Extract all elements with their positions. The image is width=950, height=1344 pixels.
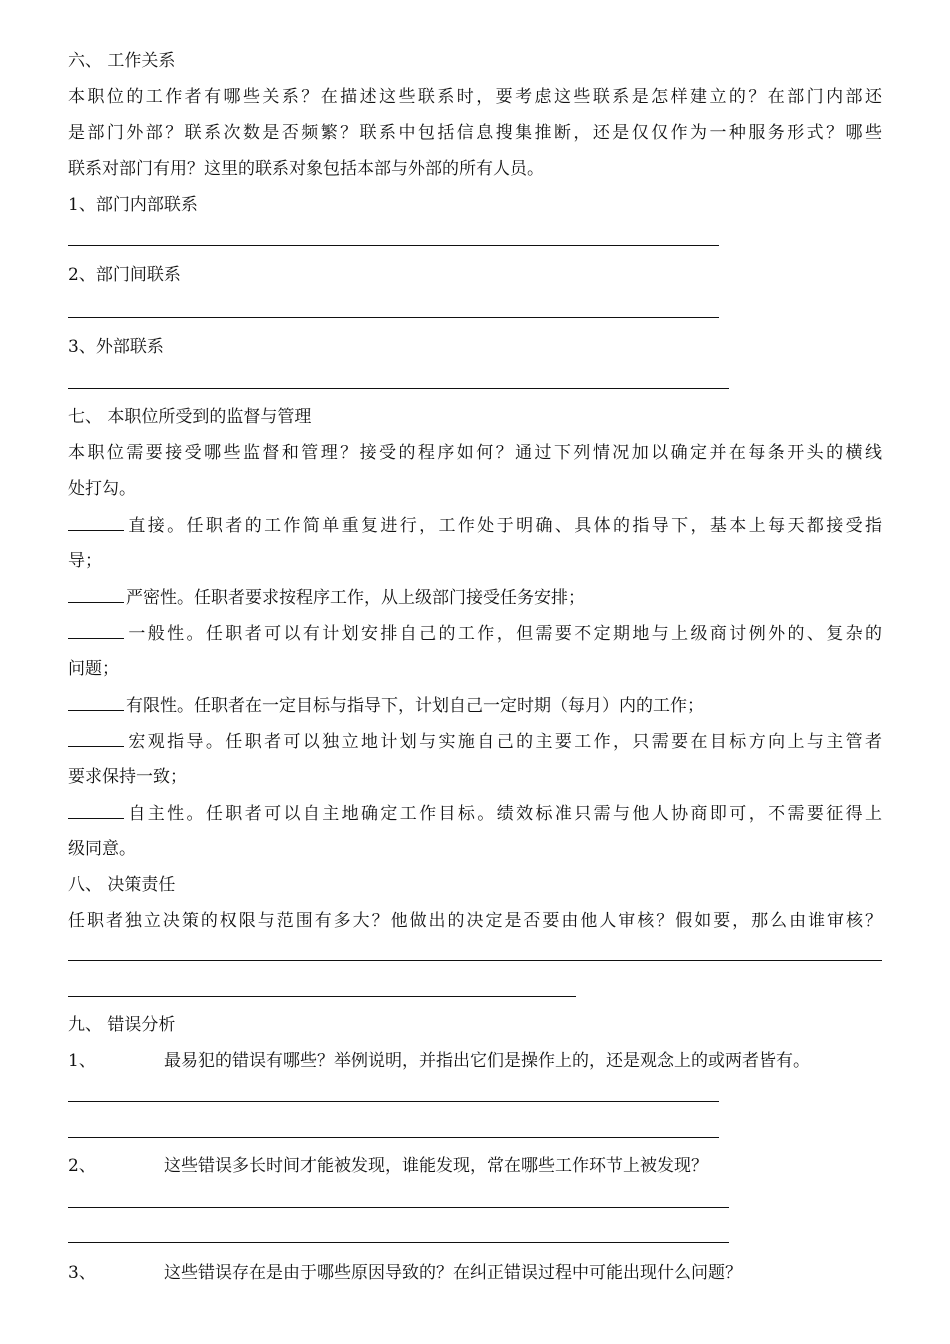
section9-item-2: 2、 这些错误多长时间才能被发现，谁能发现，常在哪些工作环节上被发现？ [68,1156,708,1176]
section7-option-3-cont: 问题； [68,659,119,679]
section7-option-1: 直接。任职者的工作简单重复进行，工作处于明确、具体的指导下，基本上每天都接受指 [68,514,882,537]
section8-heading: 八、 决策责任 [68,875,176,895]
section7-heading: 七、 本职位所受到的监督与管理 [68,407,312,427]
section6-desc-line-2: 是部门外部？联系次数是否频繁？联系中包括信息搜集推断，还是仅仅作为一种服务形式？哪些 [68,123,882,143]
section7-option-5: 宏观指导。任职者可以独立地计划与实施自己的主要工作，只需要在目标方向上与主管者 [68,730,882,753]
fill-in-line[interactable] [68,996,576,997]
checkmark-blank[interactable] [68,622,124,639]
fill-in-line[interactable] [68,1242,729,1243]
fill-in-line[interactable] [68,245,719,246]
checkmark-blank[interactable] [68,802,124,819]
section9-item-3: 3、 这些错误存在是由于哪些原因导致的？在纠正错误过程中可能出现什么问题？ [68,1263,742,1283]
checkmark-blank[interactable] [68,694,124,711]
section6-desc-line-3: 联系对部门有用？这里的联系对象包括本部与外部的所有人员。 [68,159,544,179]
section7-option-4: 有限性。任职者在一定目标与指导下，计划自己一定时期（每月）内的工作； [68,694,704,717]
section7-desc-line-2: 处打勾。 [68,479,136,499]
checkmark-blank[interactable] [68,586,124,603]
fill-in-line[interactable] [68,317,719,318]
fill-in-line[interactable] [68,388,729,389]
section7-option-6-cont: 级同意。 [68,839,136,859]
section7-option-1-cont: 导； [68,551,102,571]
section6-item-interdepartment: 2、部门间联系 [68,265,181,285]
section9-heading: 九、 错误分析 [68,1015,176,1035]
checkmark-blank[interactable] [68,514,124,531]
section6-desc-line-1: 本职位的工作者有哪些关系？在描述这些联系时，要考虑这些联系是怎样建立的？在部门内部还 [68,87,882,107]
section6-item-external: 3、外部联系 [68,337,164,357]
fill-in-line[interactable] [68,1101,719,1102]
section7-desc-line-1: 本职位需要接受哪些监督和管理？接受的程序如何？通过下列情况加以确定并在每条开头的横线 [68,443,882,463]
section7-option-2: 严密性。任职者要求按程序工作，从上级部门接受任务安排； [68,586,585,609]
fill-in-line[interactable] [68,960,882,961]
checkmark-blank[interactable] [68,730,124,747]
section7-option-6: 自主性。任职者可以自主地确定工作目标。绩效标准只需与他人协商即可，不需要征得上 [68,802,882,825]
section9-item-1: 1、 最易犯的错误有哪些？举例说明，并指出它们是操作上的，还是观念上的或两者皆有。 [68,1051,810,1071]
fill-in-line[interactable] [68,1207,729,1208]
section7-option-5-cont: 要求保持一致； [68,767,187,787]
fill-in-line[interactable] [68,1137,719,1138]
section6-heading: 六、 工作关系 [68,51,176,71]
section7-option-3: 一般性。任职者可以有计划安排自己的工作，但需要不定期地与上级商讨例外的、复杂的 [68,622,882,645]
section8-question: 任职者独立决策的权限与范围有多大？他做出的决定是否要由他人审核？假如要，那么由谁审核？ [68,911,882,931]
section6-item-internal: 1、部门内部联系 [68,195,198,215]
